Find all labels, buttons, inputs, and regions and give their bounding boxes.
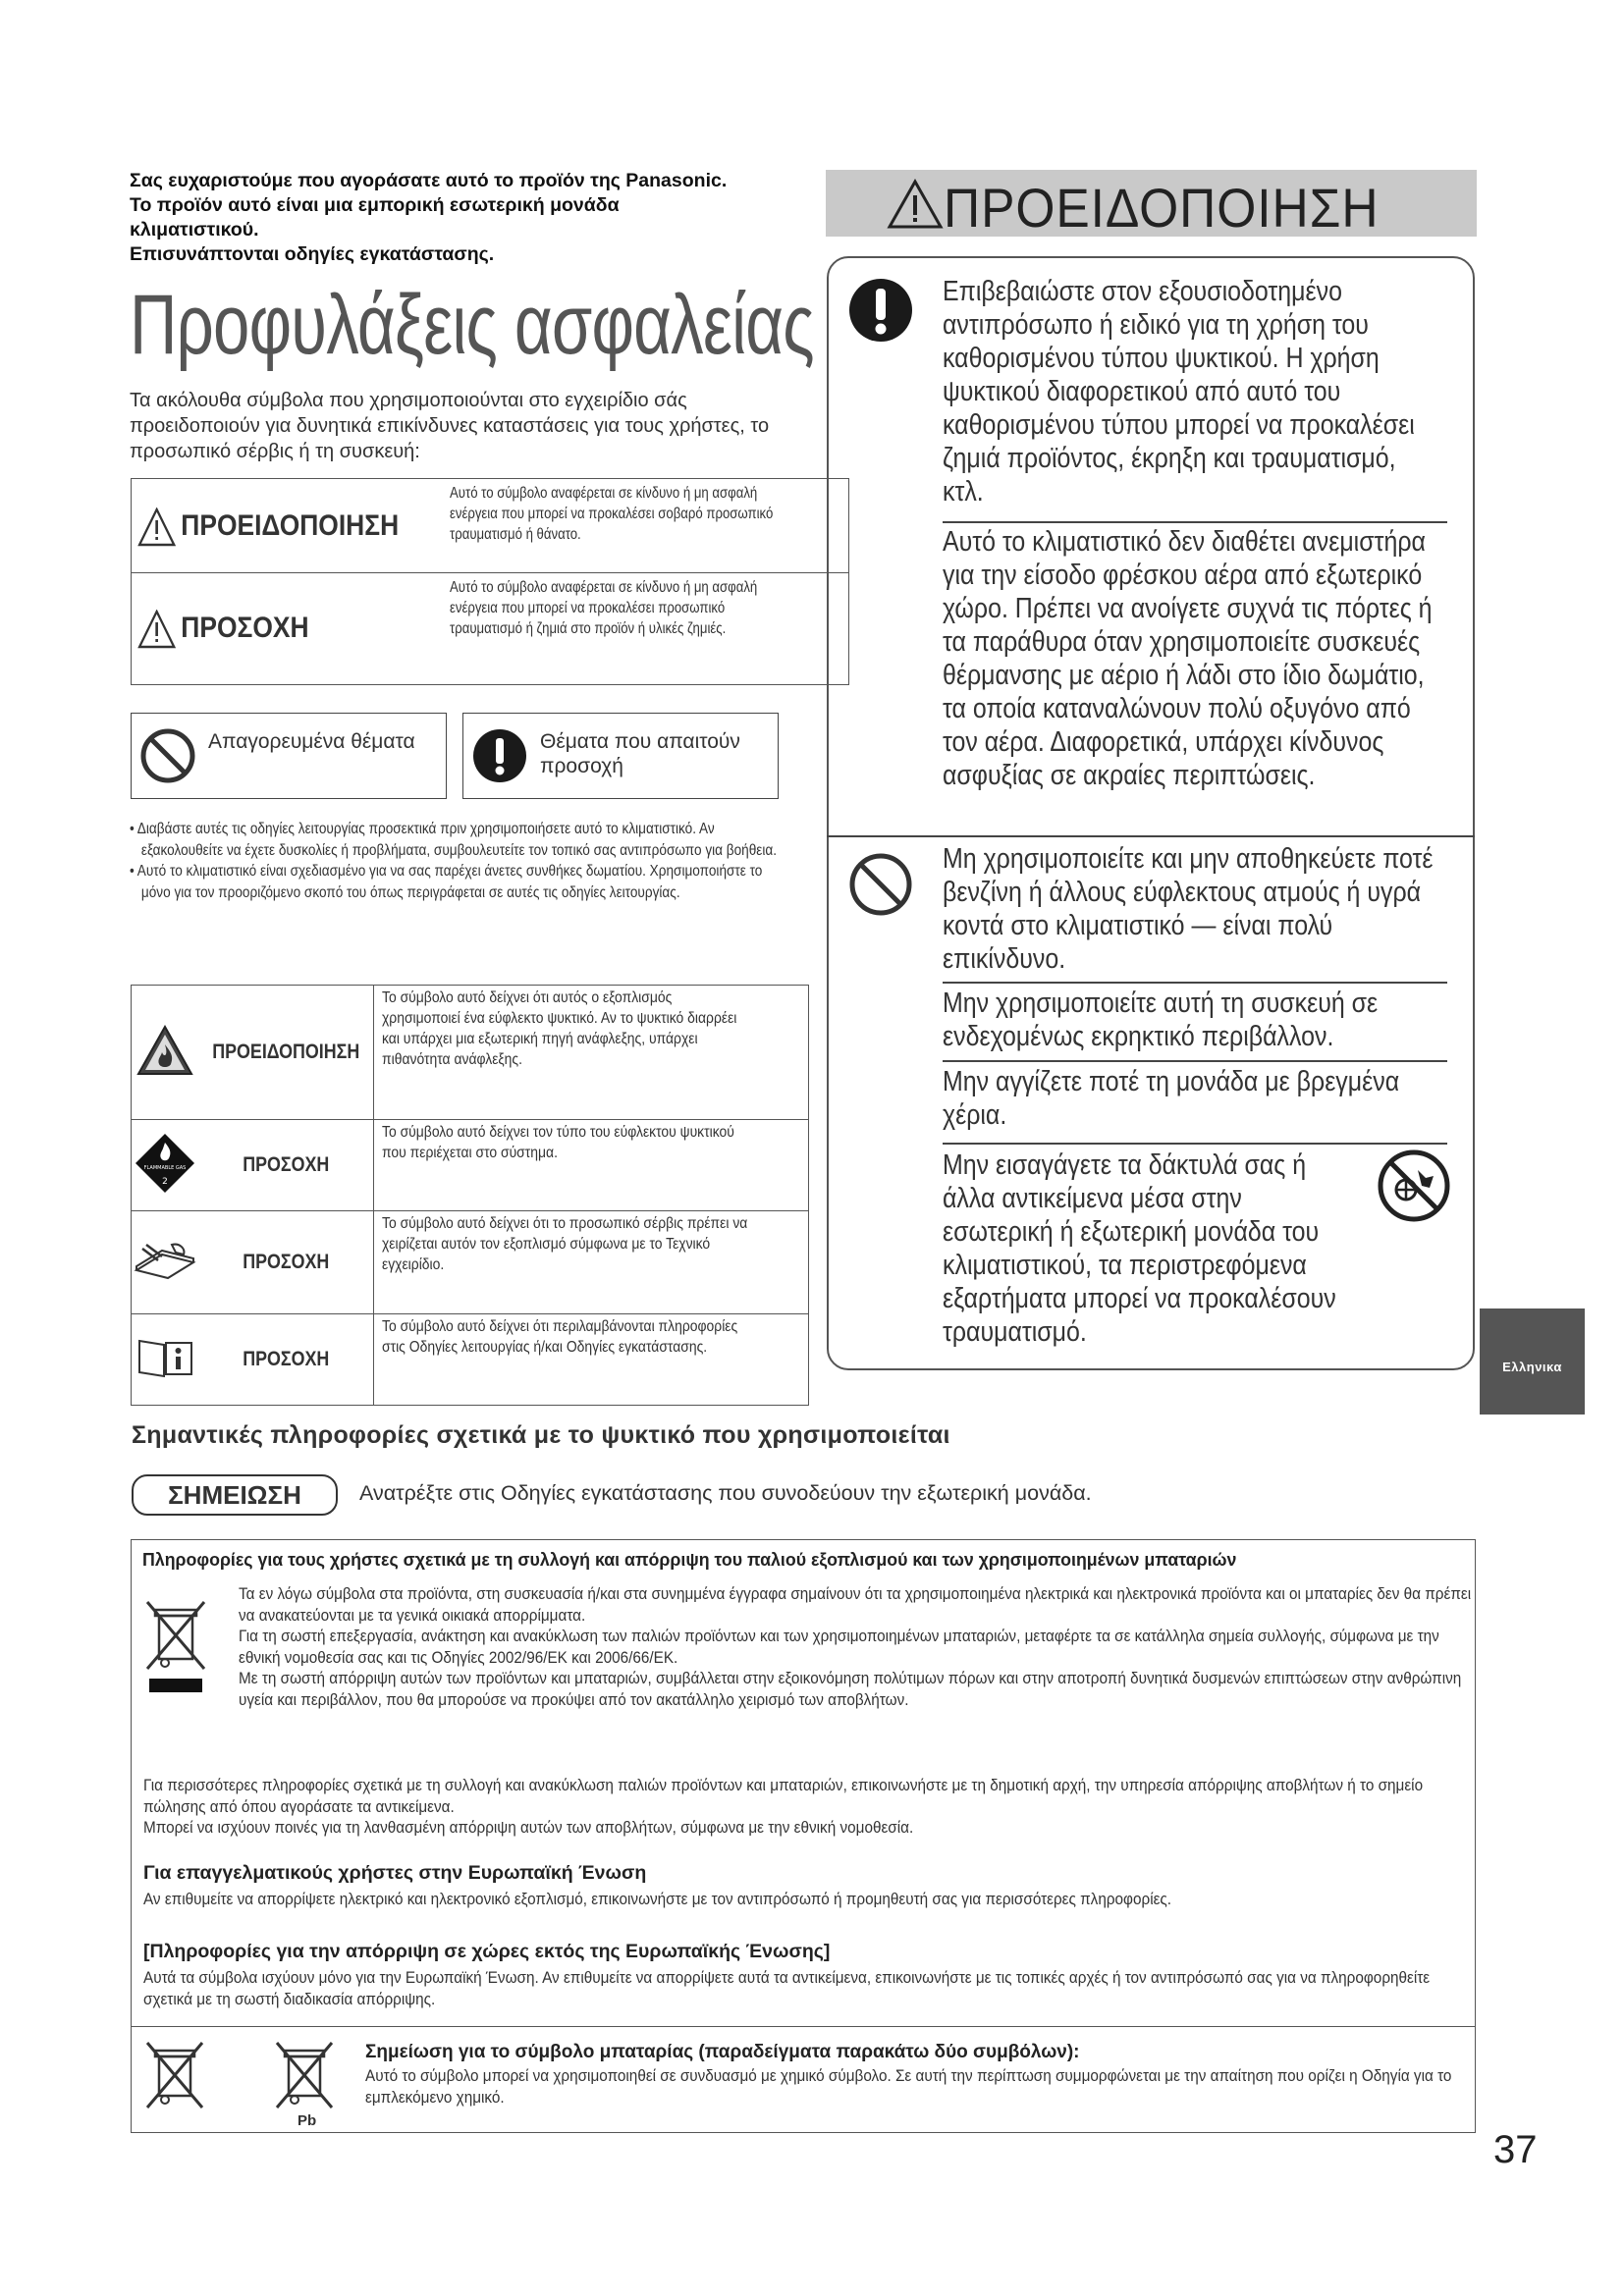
intro-line: Επισυνάπτονται οδηγίες εγκατάστασης. — [130, 243, 495, 265]
note-text: Ανατρέξτε στις Οδηγίες εγκατάστασης που συνοδεύουν την εξωτερική μονάδα. — [359, 1481, 1092, 1505]
warning-description — [436, 479, 849, 573]
mandatory-icon — [847, 277, 914, 344]
warning-item-text: Αυτό το κλιματιστικό δεν διαθέτει ανεμιστήρα για την είσοδο φρέσκου αέρα από εξωτερικό χώρο. Πρέπει να ανοίγετε συχνά τις πόρτες ή τα παράθυρα όταν χρησιμοποιείτε συσκευές θέρμανσης με αέριο ή λάδι στο ίδιο δωμάτιο, τα οποία καταναλώνουν πολύ οξυγόνο από τον αέρα. Διαφορετικά, υπάρχει κίνδυνος ασφυξίας σε ακραίες περιπτώσεις. — [943, 526, 1433, 791]
divider — [131, 2026, 1476, 2027]
mandatory-icon — [471, 727, 528, 784]
crossed-out-bin-icon — [143, 1598, 208, 1696]
diamond-text: FLAMMABLE GAS — [143, 1164, 187, 1171]
caution-label: ΠΡΟΣΟΧΗ — [181, 611, 309, 644]
crossed-out-bin-pb-icon — [273, 2039, 336, 2111]
table-row-label — [198, 1211, 374, 1314]
disposal-paragraph: Με τη σωστή απόρριψη αυτών των προϊόντων και μπαταριών, συμβάλλεται στην εξοικονόμηση πολύτιμων πόρων και στην αποτροπή δυνητικά δυσμενών επιπτώσεων στην ανθρώπινη υγεία και περιβάλλον, που θα μπορούσε να προκύψει από τον ακατάλληλο χειρισμό των αποβλήτων. — [239, 1669, 1462, 1709]
flammable-warning-label: ΠΡΟΕΙΔΟΠΟΙΗΣΗ — [212, 1041, 360, 1063]
intro-line: Σας ευχαριστούμε που αγοράσατε αυτό το προϊόν της Panasonic. — [130, 170, 728, 191]
warning-description-text: Αυτό το σύμβολο αναφέρεται σε κίνδυνο ή μη ασφαλή ενέργεια που μπορεί να προκαλέσει σοβαρό προσωπικό τραυματισμό ή θάνατο. — [450, 485, 774, 543]
prohibited-icon — [847, 851, 914, 918]
mandatory-box — [462, 713, 779, 799]
flammable-gas-label: ΠΡΟΣΟΧΗ — [243, 1153, 330, 1176]
warning-header-title: ΠΡΟΕΙΔΟΠΟΙΗΣΗ — [944, 177, 1380, 239]
flammable-symbol-table — [131, 985, 809, 1406]
disposal-heading: Πληροφορίες για τους χρήστες σχετικά με τη συλλογή και απόρριψη του παλιού εξοπλισμού και των χρησιμοποιημένων μπαταριών — [142, 1549, 1237, 1570]
intro-line: Το προϊόν αυτό είναι μια εμπορική εσωτερική μονάδα — [130, 194, 620, 216]
table-row-label — [198, 986, 374, 1120]
warning-item — [943, 275, 1443, 508]
divider — [943, 521, 1447, 523]
prohibited-icon — [139, 727, 196, 784]
flammable-warning-desc: Το σύμβολο αυτό δείχνει ότι αυτός ο εξοπλισμός χρησιμοποιεί ένα εύφλεκτο ψυκτικό. Αν το ψυκτικό διαρρέει και υπάρχει μια εξωτερική πηγή ανάφλεξης, υπάρχει πιθανότητα ανάφλεξης. — [382, 989, 737, 1068]
caution-triangle-icon — [137, 610, 176, 649]
flammable-gas-desc: Το σύμβολο αυτό δείχνει τον τύπο του εύφλεκτου ψυκτικού που περιέχεται στο σύστημα. — [382, 1124, 735, 1161]
pb-label: Pb — [298, 2112, 317, 2129]
caution-symbol-cell — [132, 573, 437, 685]
disposal-paragraph: Για τη σωστή επεξεργασία, ανάκτηση και ανακύκλωση των παλιών προϊόντων και των χρησιμοποιημένων μπαταριών, μεταφέρτε τα σε κατάλληλα σημεία συλλογής, σύμφωνα με την εθνική νομοθεσία σας και τις Οδηγίες 2002/96/ΕΚ και 2006/66/ΕΚ. — [239, 1627, 1439, 1667]
battery-note-text — [365, 2065, 1465, 2108]
list-item-text: Αυτό το κλιματιστικό είναι σχεδιασμένο για να σας παρέχει άνετες συνθήκες δωματίου. Χρησιμοποιήστε το μόνο για τον προοριζόμενο σκοπό του όπως περιγράφεται σε αυτές τις οδηγίες λειτουργίας. — [136, 863, 763, 901]
disposal-paragraphs — [239, 1583, 1486, 1710]
battery-note-paragraph: Αυτό το σύμβολο μπορεί να χρησιμοποιηθεί σε συνδυασμό με χημικό σύμβολο. Σε αυτή την περίπτωση συμμορφώνεται με την απαίτηση που ορίζει η Οδηγία για το εμπλεκόμενο χημικό. — [365, 2066, 1452, 2107]
disposal-subheading-eu: Για επαγγελματικούς χρήστες στην Ευρωπαϊκή Ένωση — [143, 1862, 647, 1884]
page-title: Προφυλάξεις ασφαλείας — [130, 278, 814, 372]
warning-item-text: Μην χρησιμοποιείτε αυτή τη συσκευή σε ενδεχομένως εκρηκτικό περιβάλλον. — [943, 988, 1379, 1052]
service-manual-icon — [133, 1241, 197, 1280]
disposal-paragraph: Τα εν λόγω σύμβολα στα προϊόντα, στη συσκευασία ή/και στα συνημμένα έγγραφα σημαίνουν ότι τα χρησιμοποιημένα ηλεκτρικά και ηλεκτρονικά προϊόντα και οι μπαταρίες δεν θα πρέπει να ανακατεύονται με τα γενικά οικιακά απορρίμματα. — [239, 1584, 1472, 1625]
page-number: 37 — [1493, 2128, 1538, 2171]
caution-description — [436, 573, 849, 685]
warning-triangle-icon — [887, 179, 944, 230]
disposal-eu-text — [143, 1889, 1479, 1910]
divider — [943, 1060, 1447, 1062]
symbol-legend-table — [131, 478, 849, 685]
service-manual-label: ΠΡΟΣΟΧΗ — [243, 1251, 330, 1273]
list-item-text: Διαβάστε αυτές τις οδηγίες λειτουργίας προσεκτικά πριν χρησιμοποιήσετε αυτό το κλιματιστικό. Αν εξακολουθείτε να έχετε δυσκολίες ή προβλήματα, συμβουλευτείτε τον τοπικό σας αντιπρόσωπο για βοήθεια. — [136, 821, 778, 859]
intro-text — [130, 169, 817, 267]
lead-paragraph: Τα ακόλουθα σύμβολα που χρησιμοποιούνται στο εγχειρίδιο σάς προειδοποιούν για δυνητικά επικίνδυνες καταστάσεις για τους χρήστες, το προσωπικό σέρβις ή τη συσκευή: — [130, 390, 770, 462]
divider — [827, 835, 1475, 837]
disposal-non-eu-text — [143, 1967, 1479, 2009]
bullet-list — [130, 819, 783, 903]
table-row-label — [198, 1314, 374, 1406]
divider — [943, 982, 1447, 984]
warning-item-text: Μην εισαγάγετε τα δάκτυλά σας ή άλλα αντικείμενα μέσα στην εσωτερική ή εξωτερική μονάδα του κλιματιστικού, τα περιστρεφόμενα εξαρτήματα μπορεί να προκαλέσουν τραυματισμό. — [943, 1149, 1336, 1348]
service-manual-desc: Το σύμβολο αυτό δείχνει ότι το προσωπικό σέρβις πρέπει να χειρίζεται αυτόν τον εξοπλισμό σύμφωνα με το Τεχνικό εγχειρίδιο. — [382, 1215, 748, 1273]
warning-header — [826, 170, 1477, 237]
warning-label: ΠΡΟΕΙΔΟΠΟΙΗΣΗ — [181, 508, 400, 542]
info-manual-desc: Το σύμβολο αυτό δείχνει ότι περιλαμβάνονται πληροφορίες στις Οδηγίες λειτουργίας ή/και Οδηγίες εγκατάστασης. — [382, 1318, 738, 1356]
table-row-desc — [374, 986, 809, 1120]
warning-item — [943, 1148, 1355, 1349]
flammable-warning-icon-cell — [132, 986, 199, 1120]
warning-triangle-icon — [137, 507, 176, 547]
diamond-number: 2 — [162, 1176, 168, 1187]
table-row-desc — [374, 1211, 809, 1314]
section-title: Σημαντικές πληροφορίες σχετικά με το ψυκτικό που χρησιμοποιείται — [132, 1421, 950, 1449]
prohibited-box — [131, 713, 447, 799]
operating-manual-info-icon — [136, 1337, 193, 1378]
divider — [943, 1143, 1447, 1145]
intro-line: κλιματιστικού. — [130, 219, 259, 240]
flammable-gas-icon-cell — [132, 1120, 199, 1211]
disposal-paragraph: Μπορεί να ισχύουν ποινές για τη λανθασμένη απόρριψη αυτών των αποβλήτων, σύμφωνα με την εθνική νομοθεσία. — [143, 1818, 914, 1837]
info-manual-icon-cell — [132, 1314, 199, 1406]
crossed-out-bin-icon — [143, 2039, 206, 2111]
warning-item-text: Μη χρησιμοποιείτε και μην αποθηκεύετε ποτέ βενζίνη ή άλλους εύφλεκτους ατμούς ή υγρά κοντά στο κλιματιστικό — είναι πολύ επικίνδυνο. — [943, 843, 1434, 975]
disposal-paragraph: Για περισσότερες πληροφορίες σχετικά με τη συλλογή και ανακύκλωση παλιών προϊόντων και μπαταριών, επικοινωνήστε με τη δημοτική αρχή, την υπηρεσία απόρριψης αποβλήτων ή το σημείο πώλησης από όπου αγοράσατε τα αντικείμενα. — [143, 1776, 1424, 1816]
warning-item — [943, 987, 1443, 1053]
disposal-subheading-non-eu: [Πληροφορίες για την απόρριψη σε χώρες εκτός της Ευρωπαϊκής Ένωσης] — [143, 1941, 831, 1962]
info-manual-label: ΠΡΟΣΟΧΗ — [243, 1348, 330, 1370]
note-badge: ΣΗΜΕΙΩΣΗ — [132, 1474, 338, 1516]
disposal-paragraph: Αυτά τα σύμβολα ισχύουν μόνο για την Ευρωπαϊκή Ένωση. Αν επιθυμείτε να απορρίψετε αυτά τα αντικείμενα, επικοινωνήστε με τις τοπικές αρχές ή τον αντιπρόσωπό σας για να πληροφορηθείτε σχετικά με τη σωστή διαδικασία απόρριψης. — [143, 1968, 1431, 2008]
table-row-label — [198, 1120, 374, 1211]
battery-note-heading: Σημείωση για το σύμβολο μπαταρίας (παραδείγματα παρακάτω δύο συμβόλων): — [365, 2042, 1080, 2062]
flammable-gas-diamond-icon — [135, 1133, 195, 1194]
prohibited-label: Απαγορευμένα θέματα — [208, 730, 415, 753]
no-fingers-rotating-parts-icon — [1377, 1148, 1451, 1223]
warning-symbol-cell — [132, 479, 437, 573]
warning-item — [943, 1065, 1443, 1132]
mandatory-label: Θέματα που απαιτούν προσοχή — [540, 730, 740, 777]
warning-item-text: Επιβεβαιώστε στον εξουσιοδοτημένο αντιπρόσωπο ή ειδικό για τη χρήση του καθορισμένου τύπου ψυκτικού. Η χρήση ψυκτικού διαφορετικού από αυτό του καθορισμένου τύπου μπορεί να προκαλέσει ζημιά προϊόντος, έκρηξη και τραυματισμό, κτλ. — [943, 276, 1415, 507]
warning-item-text: Μην αγγίζετε ποτέ τη μονάδα με βρεγμένα χέρια. — [943, 1066, 1400, 1131]
list-item: • Αυτό το κλιματιστικό είναι σχεδιασμένο για να σας παρέχει άνετες συνθήκες δωματίου. Χρησιμοποιήστε το μόνο για τον προοριζόμενο σκοπό του όπως περιγράφεται σε αυτές τις οδηγίες λειτουργίας. — [130, 863, 763, 901]
service-manual-icon-cell — [132, 1211, 199, 1314]
flammable-warning-icon — [136, 1025, 193, 1076]
disposal-more-info — [143, 1775, 1479, 1839]
warning-item — [943, 842, 1443, 976]
disposal-paragraph: Αν επιθυμείτε να απορρίψετε ηλεκτρικό και ηλεκτρονικό εξοπλισμό, επικοινωνήστε με τον αντιπρόσωπό ή προμηθευτή σας για περισσότερες πληροφορίες. — [143, 1890, 1172, 1908]
warning-item — [943, 525, 1443, 792]
table-row-desc — [374, 1120, 809, 1211]
language-tab: Ελληνικα — [1480, 1308, 1585, 1415]
list-item: • Διαβάστε αυτές τις οδηγίες λειτουργίας προσεκτικά πριν χρησιμοποιήσετε αυτό το κλιματιστικό. Αν εξακολουθείτε να έχετε δυσκολίες ή προβλήματα, συμβουλευτείτε τον τοπικό σας αντιπρόσωπο για βοήθεια. — [130, 821, 778, 859]
table-row-desc — [374, 1314, 809, 1406]
caution-description-text: Αυτό το σύμβολο αναφέρεται σε κίνδυνο ή μη ασφαλή ενέργεια που μπορεί να προκαλέσει προσωπικό τραυματισμό ή ζημιά στο προϊόν ή υλικές ζημιές. — [450, 579, 758, 637]
